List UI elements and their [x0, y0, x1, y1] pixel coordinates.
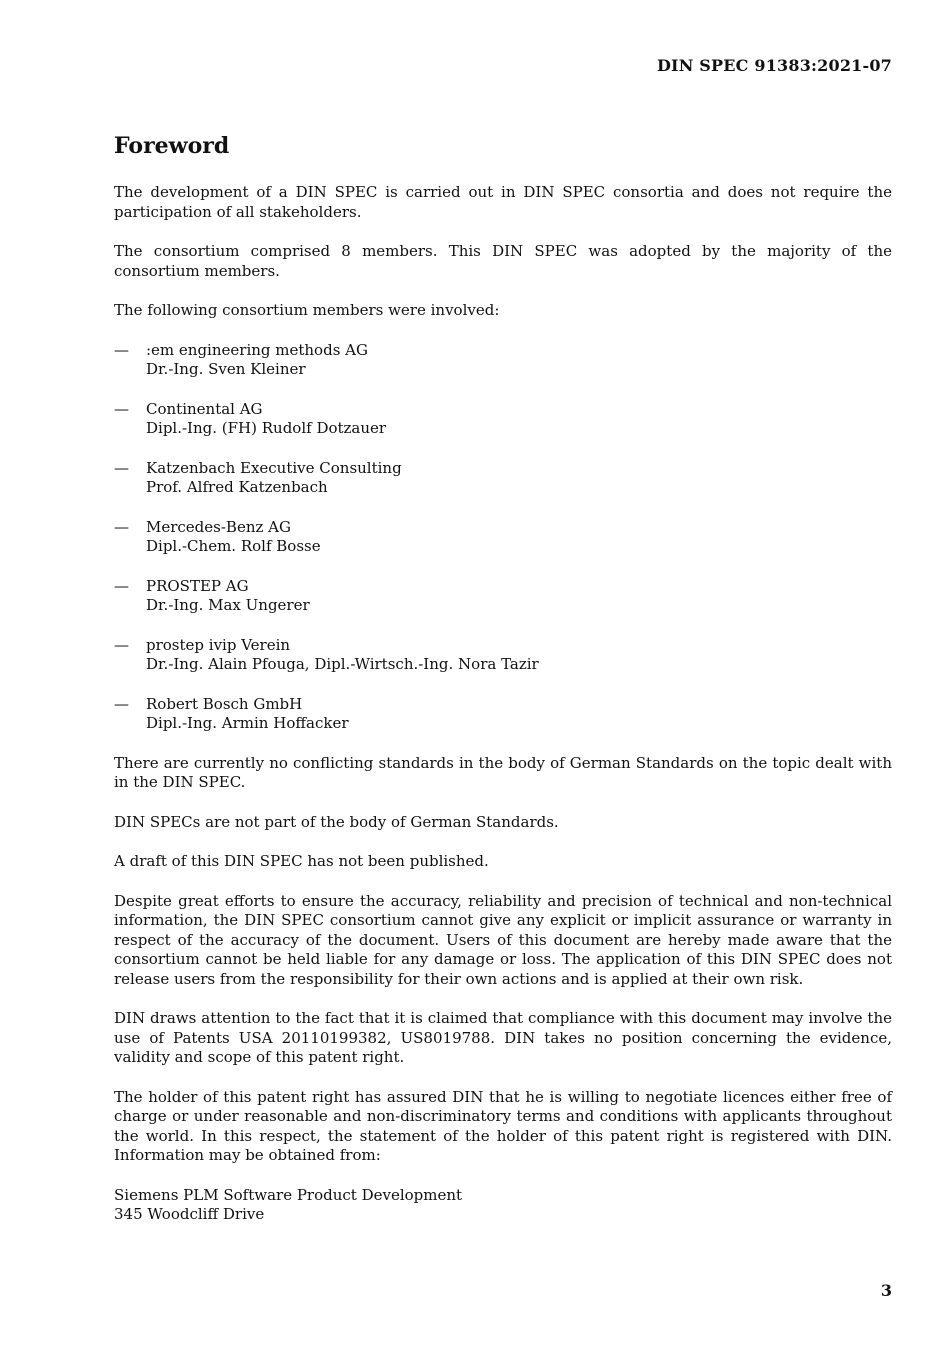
paragraph: The development of a DIN SPEC is carried out in DIN SPEC consortia and does not require the participation of all stakeholders.	[114, 183, 892, 221]
member-organization: :em engineering methods AG	[146, 340, 368, 359]
member-person: Dr.-Ing. Alain Pfouga, Dipl.-Wirtsch.-Ing. Nora Tazir	[146, 655, 539, 673]
page-number: 3	[880, 1281, 892, 1300]
paragraph: The following consortium members were involved:	[114, 301, 500, 319]
member-organization: Robert Bosch GmbH	[146, 694, 303, 713]
member-person: Prof. Alfred Katzenbach	[146, 478, 328, 496]
paragraph: The consortium comprised 8 members. This DIN SPEC was adopted by the majority of the consortium members.	[114, 242, 892, 280]
list-dash: —	[114, 694, 129, 713]
document-id-header: DIN SPEC 91383:2021-07	[656, 56, 892, 75]
paragraph: There are currently no conflicting standards in the body of German Standards on the topic dealt with in the DIN SPEC.	[114, 753, 892, 791]
paragraph: A draft of this DIN SPEC has not been published.	[114, 852, 489, 870]
list-dash: —	[114, 517, 129, 536]
list-dash: —	[114, 340, 129, 359]
list-item	[114, 636, 892, 675]
page-content	[114, 132, 892, 1225]
member-person: Dipl.-Ing. (FH) Rudolf Dotzauer	[146, 419, 387, 437]
member-organization: prostep ivip Verein	[146, 635, 291, 654]
member-person: Dipl.-Chem. Rolf Bosse	[146, 537, 321, 555]
list-item	[114, 577, 892, 616]
paragraph: DIN SPECs are not part of the body of German Standards.	[114, 812, 559, 831]
member-person: Dr.-Ing. Max Ungerer	[146, 596, 310, 614]
list-dash: —	[114, 576, 129, 595]
member-person: Dipl.-Ing. Armin Hoffacker	[146, 714, 349, 732]
list-dash: —	[114, 635, 129, 654]
list-item	[114, 400, 892, 439]
list-dash: —	[114, 458, 129, 477]
list-item	[114, 695, 892, 734]
member-organization: Continental AG	[146, 399, 263, 418]
member-person: Dr.-Ing. Sven Kleiner	[146, 360, 306, 378]
section-title: Foreword	[114, 133, 230, 159]
list-item	[114, 341, 892, 380]
paragraph: The holder of this patent right has assured DIN that he is willing to negotiate licences either free of charge or under reasonable and non-discriminatory terms and conditions with applicants throughout the world. In this respect, the statement of the holder of this patent right is registered with DIN. Information may be obtained from:	[114, 1087, 892, 1164]
list-item	[114, 459, 892, 498]
member-organization: Katzenbach Executive Consulting	[146, 458, 402, 477]
list-item	[114, 518, 892, 557]
paragraph: Despite great efforts to ensure the accuracy, reliability and precision of technical and non-technical information, the DIN SPEC consortium cannot give any explicit or implicit assurance or warranty in respect of the accuracy of the document. Users of this document are hereby made aware that the consortium cannot be held liable for any damage or loss. The application of this DIN SPEC does not release users from the responsibility for their own actions and is applied at their own risk.	[114, 891, 892, 988]
address-line: Siemens PLM Software Product Development	[114, 1185, 463, 1204]
member-organization: PROSTEP AG	[146, 576, 249, 595]
paragraph: DIN draws attention to the fact that it is claimed that compliance with this document may involve the use of Patents USA 20110199382, US8019788. DIN takes no position concerning the evidence, validity and scope of this patent right.	[114, 1009, 892, 1066]
address-block	[114, 1186, 892, 1225]
list-dash: —	[114, 399, 129, 418]
address-line: 345 Woodcliff Drive	[114, 1205, 265, 1223]
consortium-member-list	[114, 341, 892, 734]
member-organization: Mercedes-Benz AG	[146, 517, 291, 536]
